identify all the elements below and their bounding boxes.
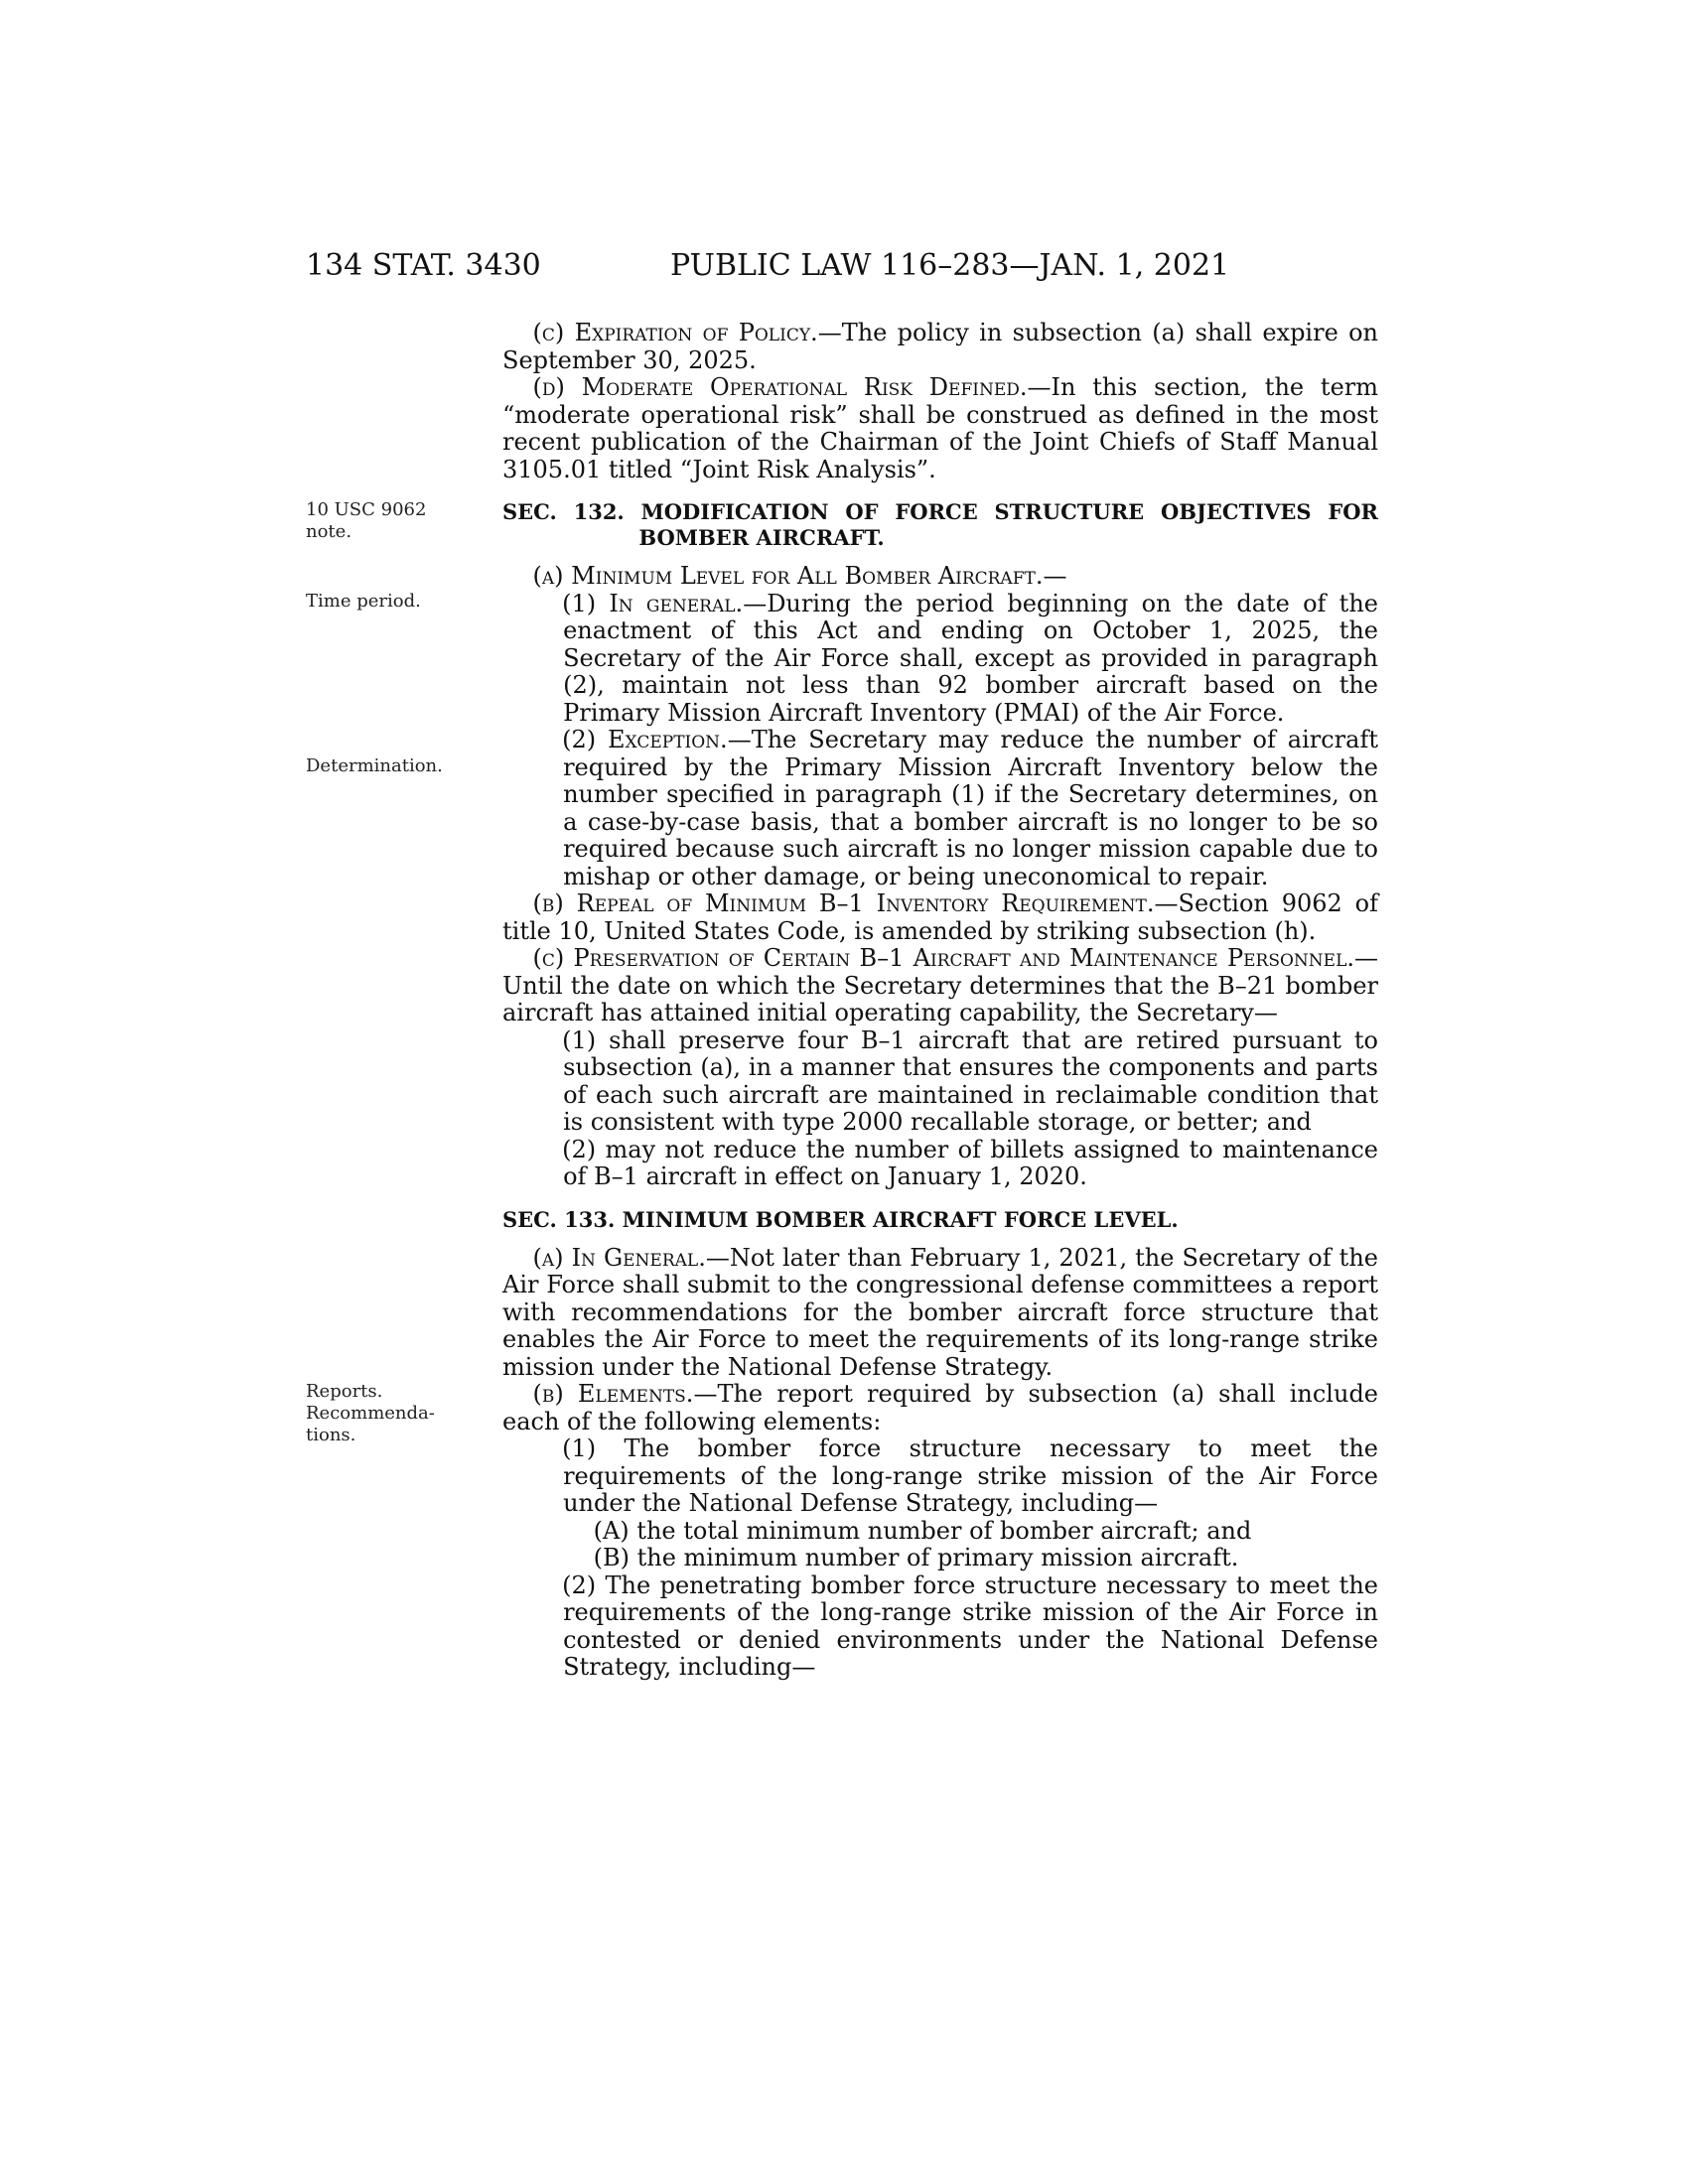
section-133-title: SEC. 133. MINIMUM BOMBER AIRCRAFT FORCE LEVEL. xyxy=(502,1206,1179,1232)
paragraph-bA: (A) the total minimum number of bomber aircraft; and xyxy=(593,1516,1252,1545)
subsection-heading: (a) Minimum Level for All Bomber Aircraft. xyxy=(532,562,1044,590)
paragraph-text: —The policy in subsection (a) shall expire on September 30, 2025. xyxy=(502,319,1378,374)
paragraph-b1: (1) The bomber force structure necessary to meet the requirements of the long-range strike mission of the Air Force under the National Defense Strategy, including— xyxy=(562,1434,1378,1517)
paragraph-a2-exception xyxy=(502,727,1378,890)
paragraph-d-moderate-risk xyxy=(502,374,1378,483)
stat-page-reference: 134 STAT. 3430 xyxy=(306,248,541,283)
margin-note-time-period: Time period. xyxy=(306,591,421,612)
paragraph-heading: (2) Exception. xyxy=(562,726,728,753)
paragraph-text: —Section 9062 of title 10, United States Code, is amended by striking subsection (h). xyxy=(502,889,1378,945)
subsection-heading: (d) Moderate Operational Risk Defined. xyxy=(532,373,1028,401)
paragraph-b-elements xyxy=(502,1381,1378,1435)
paragraph-b-repeal xyxy=(502,890,1378,945)
subsection-heading: (b) Elements. xyxy=(532,1380,694,1408)
paragraph-text: —Until the date on which the Secretary determines that the B–21 bomber aircraft has attained initial operating capability, the Secretary— xyxy=(502,944,1378,1026)
section-132-title: SEC. 132. MODIFICATION OF FORCE STRUCTURE OBJECTIVES FOR BOMBER AIRCRAFT. xyxy=(502,499,1378,550)
margin-note-determination: Determination. xyxy=(306,755,443,776)
paragraph-c1: (1) shall preserve four B–1 aircraft that are retired pursuant to subsection (a), in a manner that ensures the components and parts of each such aircraft are maintained in reclaimable condition that is consistent with type 2000 recallable storage, or better; and xyxy=(562,1025,1378,1136)
page-header xyxy=(0,248,1688,298)
paragraph-a-minimum-level xyxy=(502,563,1378,591)
subsection-heading: (b) Repeal of Minimum B–1 Inventory Requirement. xyxy=(532,889,1155,917)
margin-note-usc: 10 USC 9062 note. xyxy=(306,499,427,542)
paragraph-text: —In this section, the term “moderate operational risk” shall be construed as defined in the most recent publication of the Chairman of the Joint Chiefs of Staff Manual 3105.01 titled “Joint Risk Analysis”. xyxy=(502,373,1379,483)
paragraph-text: —The report required by subsection (a) shall include each of the following elements: xyxy=(502,1380,1379,1435)
paragraph-b2: (2) The penetrating bomber force structure necessary to meet the requirements of the long-range strike mission of the Air Force in contested or denied environments under the National Defense Strategy, including— xyxy=(562,1570,1378,1681)
paragraph-c-preservation xyxy=(502,945,1378,1027)
margin-note-reports: Reports. Recommenda-tions. xyxy=(306,1381,435,1445)
paragraph-a1-in-general xyxy=(502,591,1378,728)
subsection-heading: (c) Preservation of Certain B–1 Aircraft and Maintenance Personnel. xyxy=(532,944,1354,972)
public-law-title: PUBLIC LAW 116–283—JAN. 1, 2021 xyxy=(670,248,1230,283)
document-body xyxy=(502,320,1378,1682)
paragraph-bB: (B) the minimum number of primary mission aircraft. xyxy=(593,1544,1239,1571)
paragraph-text: —Not later than February 1, 2021, the Secretary of the Air Force shall submit to the congressional defense committees a report with recommendations for the bomber aircraft force structure that enables the Air Force to meet the requirements of its long-range strike mission under the National Defense Strategy. xyxy=(502,1243,1378,1381)
subsection-heading: (a) In General. xyxy=(532,1243,706,1272)
paragraph-a-in-general xyxy=(502,1245,1378,1382)
paragraph-text: —During the period beginning on the date of the enactment of this Act and ending on October 1, 2025, the Secretary of the Air Force shall, except as provided in paragraph (2), maintain not less than 92 bomber aircraft based on the Primary Mission Aircraft Inventory (PMAI) of the Air Force. xyxy=(563,589,1378,727)
subsection-heading: (c) Expiration of Policy. xyxy=(532,319,818,346)
paragraph-text: —The Secretary may reduce the number of aircraft required by the Primary Mission Aircraft Inventory below the number specified in paragraph (1) if the Secretary determines, on a case-by-case basis, that a bomber aircraft is no longer to be so required because such aircraft is no longer mission capable due to mishap or other damage, or being uneconomical to repair. xyxy=(563,726,1378,890)
paragraph-heading: (1) In general. xyxy=(562,589,744,617)
heading-dash: — xyxy=(1043,562,1067,590)
paragraph-c-expiration xyxy=(502,320,1378,374)
paragraph-c2: (2) may not reduce the number of billets assigned to maintenance of B–1 aircraft in effect on January 1, 2020. xyxy=(562,1135,1378,1190)
